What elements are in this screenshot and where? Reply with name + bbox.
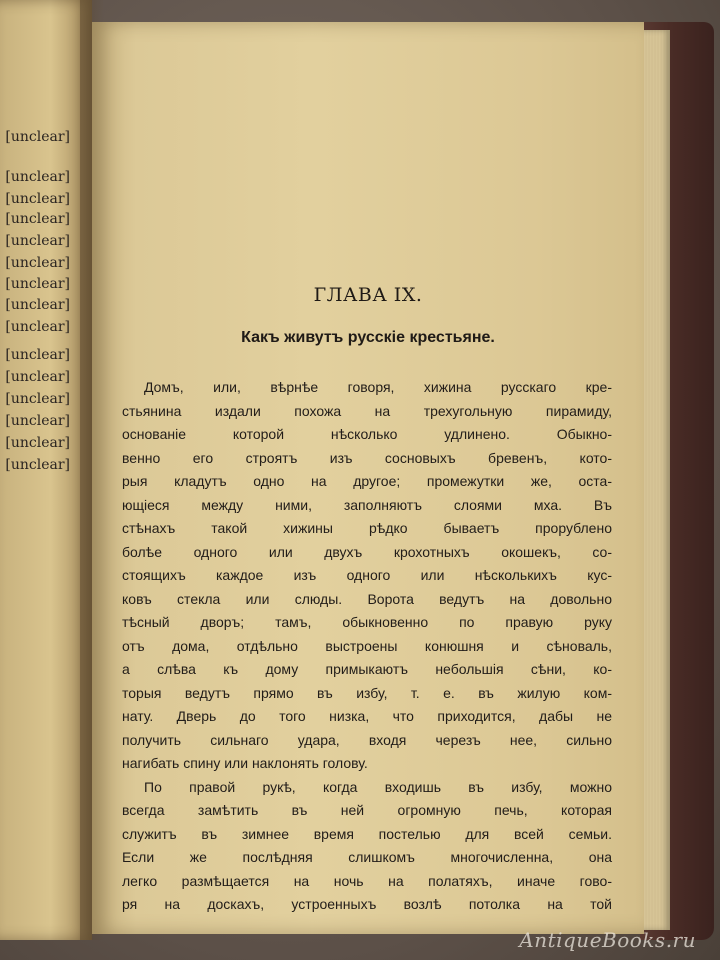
left-page-fragment: [unclear] <box>5 255 70 271</box>
text-line: Домъ, или, вѣрнѣе говоря, хижина русскаго кре- <box>144 379 612 395</box>
text-line: ющіеся между ними, заполняютъ слоями мха. Въ <box>122 496 612 513</box>
left-page-fragment: [unclear] <box>5 435 70 451</box>
text-line: стьянина издали похожа на трехугольную пирамиду, <box>122 402 612 419</box>
text-line: По правой рукѣ, когда входишь въ избу, можно <box>144 778 612 795</box>
left-page <box>0 0 92 940</box>
left-page-fragment: [unclear] <box>5 369 70 385</box>
text-line: венно его строятъ изъ сосновыхъ бревенъ, кото- <box>122 449 612 466</box>
left-page-fragment: [unclear] <box>5 191 70 207</box>
left-page-fragment: [unclear] <box>5 129 70 145</box>
left-page-fragment: [unclear] <box>5 319 70 335</box>
watermark: AntiqueBooks.ru <box>519 928 696 952</box>
left-page-fragment: [unclear] <box>5 391 70 407</box>
chapter-subtitle: Какъ живутъ русскіе крестьяне. <box>241 329 495 346</box>
text-line: стѣнахъ такой хижины рѣдко бываетъ прорублено <box>122 520 612 536</box>
body-text <box>122 376 612 917</box>
left-page-fragment: [unclear] <box>5 413 70 429</box>
text-line: Если же послѣдняя слишкомъ многочисленна, она <box>122 849 612 865</box>
left-page-fragment: [unclear] <box>5 211 70 227</box>
text-line: болѣе одного или двухъ крохотныхъ окошекъ, со- <box>122 543 612 560</box>
text-line: рыя кладутъ одно на другое; промежутки же, оста- <box>122 473 612 489</box>
text-line: легко размѣщается на ночь на полатяхъ, иначе гово- <box>122 872 612 889</box>
text-line: основаніе которой нѣсколько удлинено. Обыкно- <box>122 426 612 442</box>
text-line: а слѣва къ дому примыкаютъ небольшія сѣни, ко- <box>122 661 612 677</box>
left-page-fragment: [unclear] <box>5 169 70 185</box>
text-line: ковъ стекла или слюды. Ворота ведутъ на довольно <box>122 590 612 607</box>
left-page-fragment: [unclear] <box>5 233 70 249</box>
left-page-fragment: [unclear] <box>5 457 70 473</box>
page-edges <box>640 30 670 930</box>
text-line: ря на доскахъ, устроенныхъ возлѣ потолка на той <box>122 896 612 912</box>
text-line: торыя ведутъ прямо въ избу, т. е. въ жилую ком- <box>122 684 612 701</box>
left-page-fragment: [unclear] <box>5 347 70 363</box>
chapter-title: ГЛАВА IX. <box>313 284 423 306</box>
text-line: получить сильнаго удара, входя черезъ нее, сильно <box>122 731 612 748</box>
text-line: всегда замѣтить въ ней огромную печь, которая <box>122 802 612 818</box>
text-line: нату. Дверь до того низка, что приходится, дабы не <box>122 708 612 724</box>
text-line: стоящихъ каждое изъ одного или нѣсколькихъ кус- <box>122 567 612 583</box>
text-line: нагибать спину или наклонять голову. <box>122 755 368 771</box>
text-line: отъ дома, отдѣльно выстроены конюшня и сѣноваль, <box>122 637 612 654</box>
text-line: тѣсный дворъ; тамъ, обыкновенно по правую руку <box>122 614 612 630</box>
left-page-fragment: [unclear] <box>5 276 70 292</box>
text-line: служитъ въ зимнее время постелью для всей семьи. <box>122 825 612 842</box>
left-page-fragment: [unclear] <box>5 297 70 313</box>
